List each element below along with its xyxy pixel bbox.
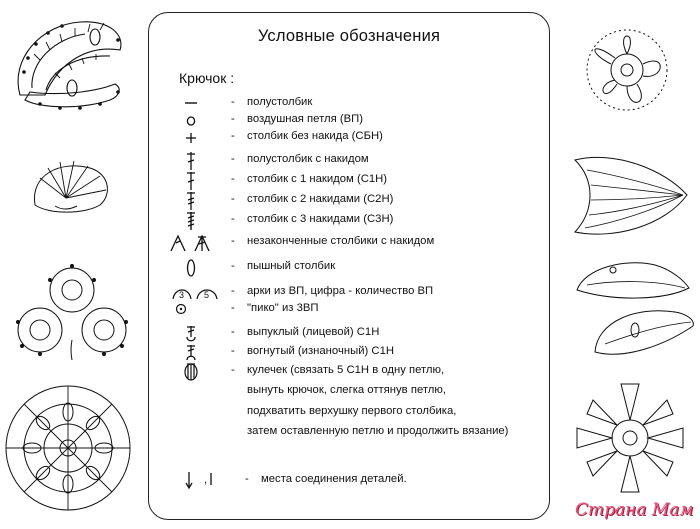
- legend-row-half-stitch: [149, 95, 549, 113]
- legend-row-double-3: [149, 212, 549, 230]
- joining-arrow-icon: [183, 472, 241, 490]
- legend-text: "пико" из 3ВП: [247, 302, 319, 314]
- legend-text: воздушная петля (ВП): [247, 113, 364, 125]
- arch-count-label: 5: [204, 290, 210, 300]
- back-post-symbol-icon: [163, 344, 221, 362]
- legend-row-double-1: [149, 172, 549, 190]
- star-motif-right: [577, 384, 683, 492]
- fan-motif-left: [34, 161, 107, 212]
- bobble-instruction-line: подхватить верхушку первого столбика,: [247, 405, 457, 417]
- unfinished-symbol-icon: [163, 234, 221, 252]
- picot-symbol-icon: [163, 301, 221, 319]
- row-dash: -: [231, 285, 235, 297]
- row-dash: -: [231, 130, 235, 142]
- row-dash: -: [231, 326, 235, 338]
- legend-panel: [148, 12, 550, 520]
- row-dash: -: [231, 96, 235, 108]
- bobble-instruction-line: вынуть крючок, слегка оттянув петлю,: [247, 384, 446, 396]
- legend-text: столбик с 3 накидами (С3Н): [247, 213, 394, 225]
- legend-row-joining: [149, 472, 549, 490]
- row-dash: -: [231, 260, 235, 272]
- double-2-symbol-icon: [163, 192, 221, 210]
- row-dash: -: [245, 473, 249, 485]
- chain-symbol-icon: [163, 112, 221, 130]
- round-motif-left: [6, 386, 130, 510]
- shamrock-motif-left: [16, 264, 128, 360]
- legend-row-half-double: [149, 152, 549, 170]
- legend-row-arch: [149, 284, 549, 302]
- legend-row-chain: [149, 112, 549, 130]
- legend-text: столбик с 1 накидом (С1Н): [247, 173, 388, 185]
- arch-count-label: 3: [179, 290, 185, 300]
- bobble-instruction-line: затем оставленную петлю и продолжить вязание): [247, 425, 509, 437]
- small-leaf-right-1: [577, 263, 689, 298]
- legend-row-bobble: [149, 363, 549, 381]
- row-dash: -: [231, 113, 235, 125]
- legend-text: незаконченные столбики с накидом: [247, 235, 435, 247]
- cross-symbol-icon: [163, 129, 221, 147]
- joining-separator: ,: [204, 474, 208, 486]
- legend-row-back-post: [149, 344, 549, 362]
- legend-row-double-2: [149, 192, 549, 210]
- half-double-symbol-icon: [163, 152, 221, 170]
- legend-text: столбик без накида (СБН): [247, 130, 383, 142]
- legend-text: столбик с 2 накидами (С2Н): [247, 193, 394, 205]
- row-dash: -: [231, 213, 235, 225]
- flower-motif-right: [587, 30, 667, 110]
- row-dash: -: [231, 345, 235, 357]
- double-1-symbol-icon: [163, 172, 221, 190]
- left-motifs: [0, 0, 145, 529]
- row-dash: -: [231, 235, 235, 247]
- row-dash: -: [231, 153, 235, 165]
- legend-text: арки из ВП, цифра - количество ВП: [247, 285, 434, 297]
- puff-symbol-icon: [163, 259, 221, 277]
- legend-text: пышный столбик: [247, 260, 336, 272]
- front-post-symbol-icon: [163, 325, 221, 343]
- double-3-symbol-icon: [163, 212, 221, 230]
- legend-row-puff: [149, 259, 549, 277]
- legend-title: Условные обозначения: [257, 27, 441, 45]
- row-dash: -: [231, 364, 235, 376]
- right-motifs: [555, 0, 700, 529]
- legend-row-single-crochet: [149, 129, 549, 147]
- small-leaf-right-2: [595, 311, 693, 354]
- watermark: Страна Мам: [575, 500, 694, 520]
- legend-row-picot: [149, 301, 549, 319]
- leaf-motif-top-left: [18, 22, 121, 110]
- bobble-symbol-icon: [163, 363, 221, 381]
- legend-row-front-post: [149, 325, 549, 343]
- legend-text: места соединения деталей.: [261, 473, 407, 485]
- arch-symbol-icon: [163, 284, 221, 302]
- section-heading-hook: Крючок :: [179, 70, 235, 86]
- row-dash: -: [231, 193, 235, 205]
- legend-text: выпуклый (лицевой) С1Н: [247, 326, 380, 338]
- row-dash: -: [231, 173, 235, 185]
- legend-text: вогнутый (изнаночный) С1Н: [247, 345, 395, 357]
- legend-row-unfinished: [149, 234, 549, 252]
- row-dash: -: [231, 302, 235, 314]
- legend-text: полустолбик с накидом: [247, 153, 369, 165]
- legend-text: кулечек (связать 5 С1Н в одну петлю,: [247, 364, 445, 376]
- leaf-motif-right: [575, 157, 687, 234]
- legend-text: полустолбик: [247, 96, 313, 108]
- half-stitch-symbol-icon: [163, 95, 221, 113]
